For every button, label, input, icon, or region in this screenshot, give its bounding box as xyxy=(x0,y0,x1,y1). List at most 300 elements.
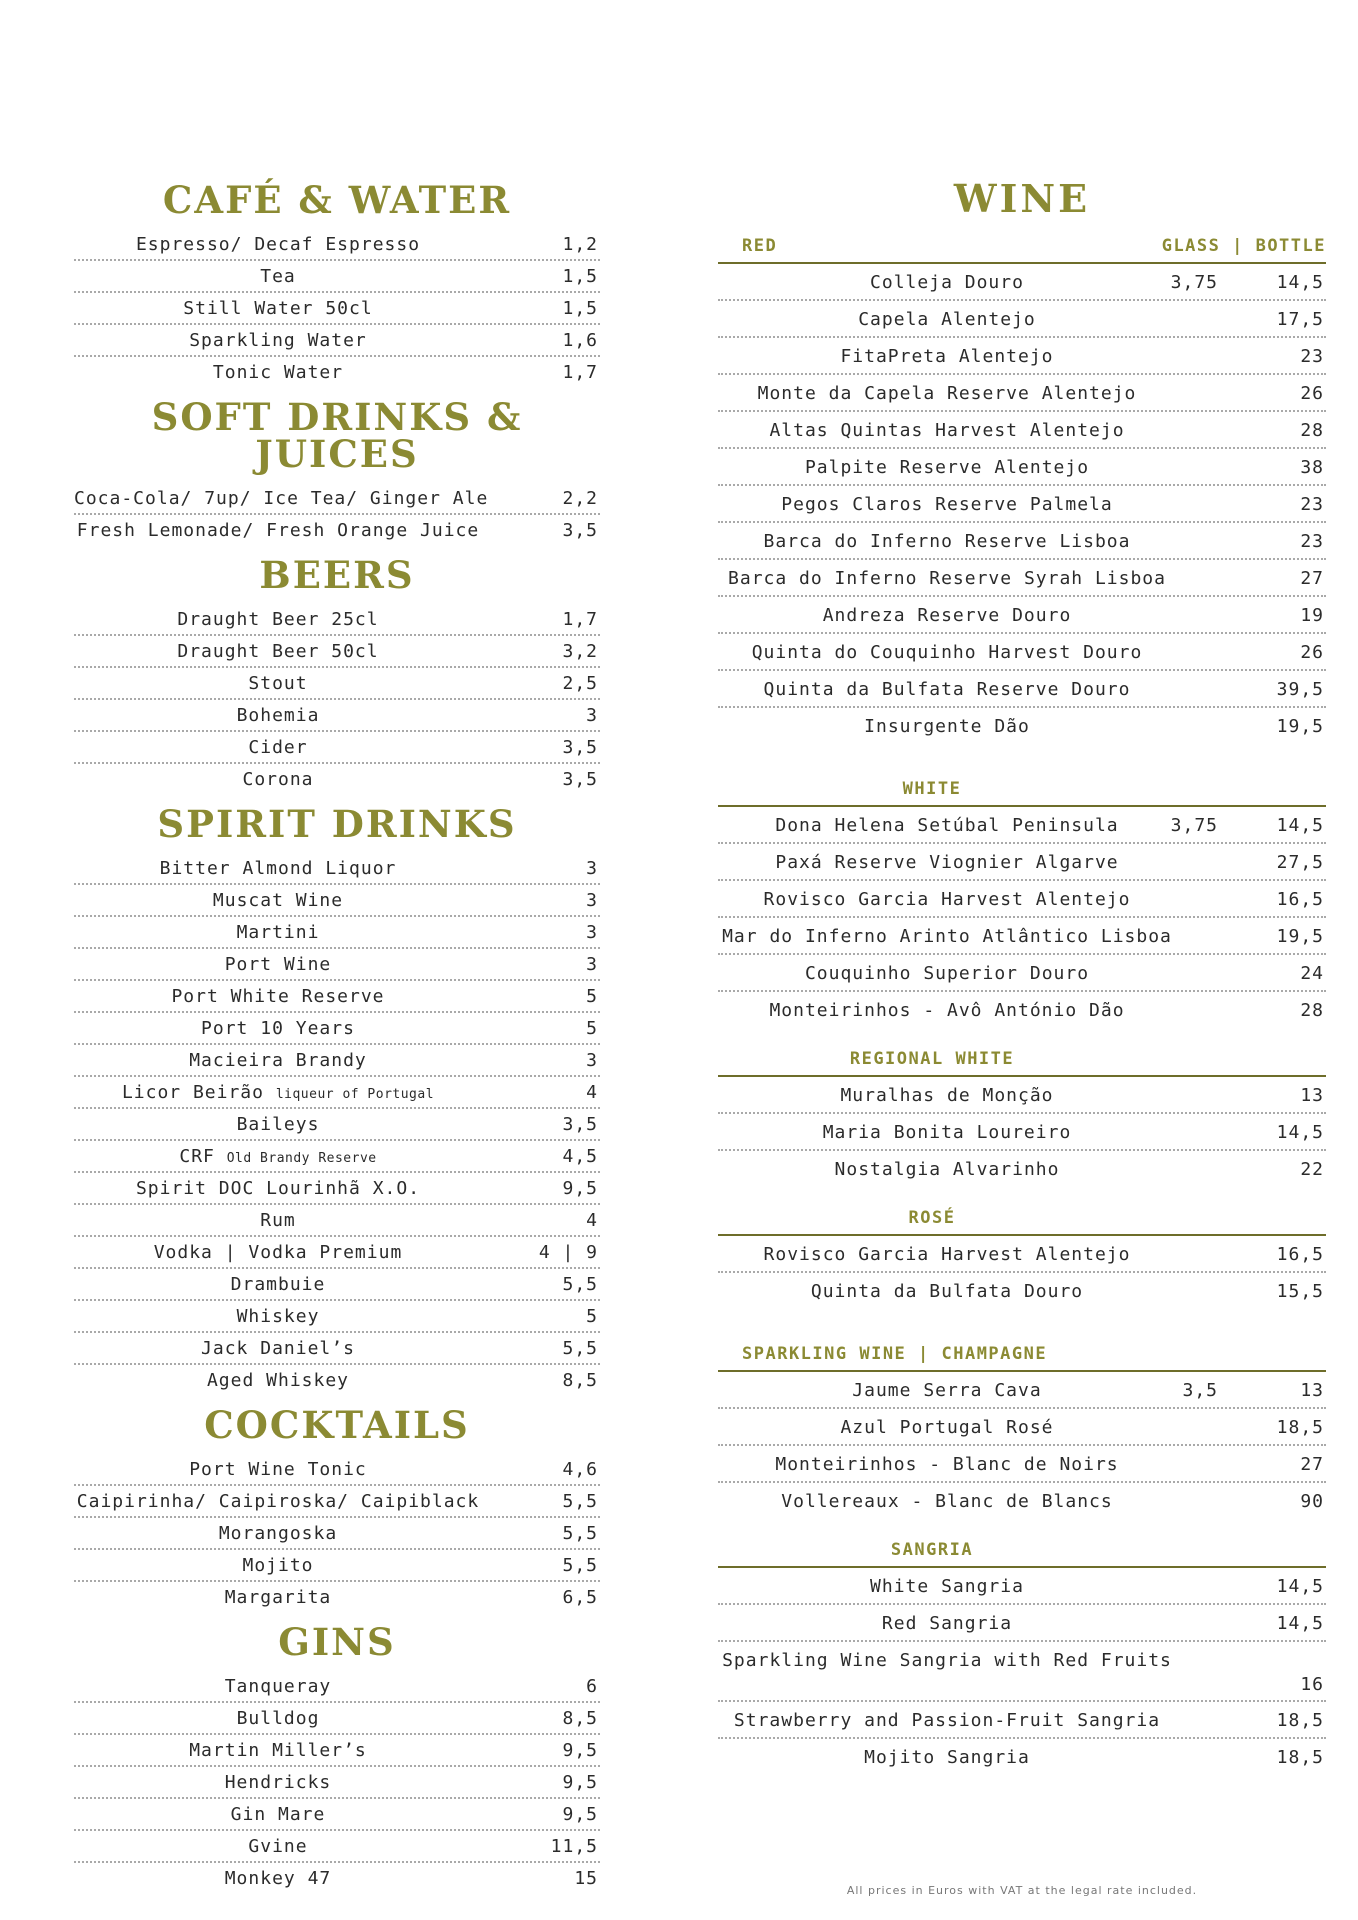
menu-item-row xyxy=(74,1799,600,1831)
wine-item-name: Quinta da Bulfata Reserve Douro xyxy=(763,679,1131,700)
menu-item-row xyxy=(74,1045,600,1077)
subsection-title-red: RED xyxy=(742,236,778,256)
menu-item-name-cell xyxy=(74,1013,482,1045)
section-title-gins: GINS xyxy=(278,1620,396,1664)
wine-item-name: Andreza Reserve Douro xyxy=(822,605,1072,626)
wine-item-row xyxy=(718,597,1326,634)
wine-item-name: Vollereaux - Blanc de Blancs xyxy=(781,1491,1113,1512)
wine-item-row xyxy=(718,1236,1326,1273)
menu-item-name-cell xyxy=(74,764,482,796)
menu-item-name-cell xyxy=(74,1671,482,1703)
wine-item-row xyxy=(718,1739,1326,1776)
menu-item-row xyxy=(74,325,600,357)
menu-item-name-cell xyxy=(74,325,482,357)
wine-item-bottle-price: 18,5 xyxy=(1276,1747,1324,1768)
menu-item-row xyxy=(74,1582,600,1614)
menu-item-row xyxy=(74,483,600,515)
section-title-beers: BEERS xyxy=(259,553,415,597)
wine-item-name: Pegos Claros Reserve Palmela xyxy=(781,494,1113,515)
menu-item-row xyxy=(74,357,600,389)
menu-item-name: Mojito xyxy=(242,1555,314,1576)
wine-item-glass-price: 3,5 xyxy=(1182,1380,1218,1401)
menu-item-name-cell xyxy=(74,483,489,515)
wine-item-bottle-price: 27 xyxy=(1300,568,1324,589)
wine-item-row xyxy=(718,918,1326,955)
menu-item-price: 1,7 xyxy=(562,362,598,383)
menu-item-name: Port 10 Years xyxy=(201,1018,355,1039)
wine-item-bottle-price: 38 xyxy=(1300,457,1324,478)
wine-item-bottle-price: 19,5 xyxy=(1276,716,1324,737)
menu-item-name: Gvine xyxy=(248,1836,308,1857)
wine-item-bottle-price: 14,5 xyxy=(1276,272,1324,293)
menu-item-name-cell xyxy=(74,515,482,547)
left-column xyxy=(74,178,600,1895)
wine-item-row xyxy=(718,523,1326,560)
wine-item-bottle-price: 16,5 xyxy=(1276,1244,1324,1265)
menu-item-name: Draught Beer 50cl xyxy=(177,641,379,662)
subsection-header-regional-white xyxy=(718,1045,1326,1077)
menu-item-price: 4 xyxy=(586,1210,598,1231)
subsection-title-white: WHITE xyxy=(902,779,962,799)
wine-item-row xyxy=(718,560,1326,597)
wine-item-row xyxy=(718,264,1326,301)
menu-item-price: 5 xyxy=(586,1018,598,1039)
menu-item-name-cell xyxy=(74,885,482,917)
menu-item-row xyxy=(74,1550,600,1582)
menu-item-name: Morangoska xyxy=(218,1523,338,1544)
menu-item-price: 5 xyxy=(586,986,598,1007)
wine-item-row xyxy=(718,1273,1326,1310)
wine-item-name: Rovisco Garcia Harvest Alentejo xyxy=(763,889,1131,910)
wine-item-name: Dona Helena Setúbal Peninsula xyxy=(775,815,1119,836)
wine-item-name: Paxá Reserve Viognier Algarve xyxy=(775,852,1119,873)
wine-item-bottle-price: 27 xyxy=(1300,1454,1324,1475)
wine-item-row xyxy=(718,1605,1326,1642)
menu-item-price: 8,5 xyxy=(562,1370,598,1391)
menu-item-price: 3 xyxy=(586,954,598,975)
menu-item-row xyxy=(74,668,600,700)
wine-item-name: Azul Portugal Rosé xyxy=(840,1417,1054,1438)
menu-item-row xyxy=(74,1735,600,1767)
wine-item-name: Maria Bonita Loureiro xyxy=(822,1122,1072,1143)
wine-item-bottle-price: 39,5 xyxy=(1276,679,1324,700)
menu-item-row xyxy=(74,229,600,261)
wine-item-name: White Sangria xyxy=(870,1576,1024,1597)
wine-item-bottle-price: 18,5 xyxy=(1276,1710,1324,1731)
wine-item-row xyxy=(718,1483,1326,1520)
menu-item-name: Martini xyxy=(236,922,320,943)
wine-item-name: Monteirinhos - Avô António Dão xyxy=(769,1000,1125,1021)
menu-item-row xyxy=(74,853,600,885)
wine-item-row xyxy=(718,708,1326,745)
menu-item-row xyxy=(74,1205,600,1237)
menu-item-price: 8,5 xyxy=(562,1708,598,1729)
menu-item-row xyxy=(74,1109,600,1141)
menu-item-row xyxy=(74,1486,600,1518)
menu-item-price: 9,5 xyxy=(562,1772,598,1793)
menu-item-name: Fresh Lemonade/ Fresh Orange Juice xyxy=(76,520,480,541)
menu-item-name: Stout xyxy=(248,673,308,694)
menu-item-name-cell xyxy=(74,1454,482,1486)
wine-item-row xyxy=(718,375,1326,412)
wine-item-row xyxy=(718,338,1326,375)
list-sangria xyxy=(718,1568,1326,1776)
menu-item-row xyxy=(74,293,600,325)
wine-item-bottle-price: 26 xyxy=(1300,383,1324,404)
wine-item-bottle-price: 26 xyxy=(1300,642,1324,663)
section-title-wine: WINE xyxy=(953,176,1091,221)
menu-item-name: Tonic Water xyxy=(212,362,344,383)
menu-item-name: Bulldog xyxy=(236,1708,320,1729)
wine-item-name: Barca do Inferno Reserve Syrah Lisboa xyxy=(728,568,1166,589)
wine-item-bottle-price: 27,5 xyxy=(1276,852,1324,873)
menu-item-price: 4 xyxy=(586,1082,598,1103)
wine-item-row xyxy=(718,881,1326,918)
wine-item-row xyxy=(718,1151,1326,1188)
menu-item-name-cell xyxy=(74,1365,482,1397)
menu-item-row xyxy=(74,917,600,949)
menu-item-name-cell xyxy=(74,1205,482,1237)
wine-item-name: Muralhas de Monção xyxy=(840,1085,1054,1106)
wine-item-name: Jaume Serra Cava xyxy=(852,1380,1042,1401)
menu-item-name-cell xyxy=(74,1486,482,1518)
menu-item-name: Monkey 47 xyxy=(224,1868,332,1889)
menu-item-name: Tanqueray xyxy=(224,1676,332,1697)
menu-item-name: Bohemia xyxy=(236,705,320,726)
wine-item-bottle-price: 90 xyxy=(1300,1491,1324,1512)
wine-item-name: Capela Alentejo xyxy=(858,309,1036,330)
wine-item-name: Monteirinhos - Blanc de Noirs xyxy=(775,1454,1119,1475)
subsection-title-rose: ROSÉ xyxy=(908,1208,956,1228)
menu-item-name-cell xyxy=(74,1173,482,1205)
menu-item-price: 4,5 xyxy=(562,1146,598,1167)
wine-item-name: Red Sangria xyxy=(881,1613,1013,1634)
menu-item-name: Jack Daniel’s xyxy=(201,1338,355,1359)
wine-item-row xyxy=(718,1409,1326,1446)
menu-item-name: Margarita xyxy=(224,1587,332,1608)
wine-item-bottle-price: 19 xyxy=(1300,605,1324,626)
wine-item-bottle-price: 23 xyxy=(1300,346,1324,367)
menu-item-name: Hendricks xyxy=(224,1772,332,1793)
menu-item-name: Coca-Cola/ 7up/ Ice Tea/ Ginger Ale xyxy=(74,488,489,509)
menu-item-name: Baileys xyxy=(236,1114,320,1135)
menu-item-name: Corona xyxy=(242,769,314,790)
menu-item-price: 3,5 xyxy=(562,737,598,758)
menu-item-name-cell xyxy=(74,732,482,764)
menu-item-row xyxy=(74,1831,600,1863)
subsection-title-sangria: SANGRIA xyxy=(890,1540,974,1560)
menu-item-row xyxy=(74,732,600,764)
wine-item-row xyxy=(718,486,1326,523)
wine-item-row xyxy=(718,1372,1326,1409)
menu-item-name-cell xyxy=(74,1109,482,1141)
menu-item-name-cell xyxy=(74,1767,482,1799)
wine-item-row xyxy=(718,1114,1326,1151)
menu-item-name-cell xyxy=(74,700,482,732)
wine-item-bottle-price: 28 xyxy=(1300,420,1324,441)
menu-item-price: 1,2 xyxy=(562,234,598,255)
menu-item-row xyxy=(74,949,600,981)
right-column xyxy=(718,176,1326,1776)
subsection-header-sparkling xyxy=(718,1340,1326,1372)
menu-item-name: Martin Miller’s xyxy=(189,1740,367,1761)
subsection-header-rose xyxy=(718,1204,1326,1236)
menu-item-price: 5,5 xyxy=(562,1338,598,1359)
menu-item-name: Spirit DOC Lourinhã X.O. xyxy=(135,1178,421,1199)
menu-item-price: 3,5 xyxy=(562,520,598,541)
wine-item-bottle-price: 22 xyxy=(1300,1159,1324,1180)
menu-item-price: 3 xyxy=(586,1050,598,1071)
menu-item-row xyxy=(74,700,600,732)
menu-item-name-cell xyxy=(74,1735,482,1767)
section-title-spirit-drinks: SPIRIT DRINKS xyxy=(157,802,517,846)
list-cocktails xyxy=(74,1454,600,1614)
menu-item-price: 3,5 xyxy=(562,769,598,790)
menu-item-price: 3 xyxy=(586,705,598,726)
menu-item-row xyxy=(74,1518,600,1550)
list-regional-white xyxy=(718,1077,1326,1188)
menu-item-name-cell xyxy=(74,1799,482,1831)
menu-item-name-cell xyxy=(74,357,482,389)
menu-item-row xyxy=(74,636,600,668)
menu-item-row xyxy=(74,1333,600,1365)
list-rose-wine xyxy=(718,1236,1326,1310)
menu-item-name: Aged Whiskey xyxy=(206,1370,350,1391)
menu-item-name: Tea xyxy=(260,266,296,287)
wine-item-row xyxy=(718,1642,1326,1702)
wine-item-row xyxy=(718,671,1326,708)
menu-item-name-cell xyxy=(74,1863,482,1895)
wine-item-name: Strawberry and Passion-Fruit Sangria xyxy=(733,1710,1161,1731)
menu-item-price: 9,5 xyxy=(562,1178,598,1199)
subsection-header-white xyxy=(718,775,1326,807)
menu-item-row xyxy=(74,1767,600,1799)
menu-item-name-cell xyxy=(74,1550,482,1582)
menu-item-row xyxy=(74,981,600,1013)
menu-item-name-cell xyxy=(74,1301,482,1333)
wine-item-row xyxy=(718,1446,1326,1483)
section-title-cafe-water: CAFÉ & WATER xyxy=(162,178,512,222)
menu-item-name-cell xyxy=(74,917,482,949)
menu-item-name-cell xyxy=(74,853,482,885)
menu-item-name-cell xyxy=(74,229,482,261)
wine-item-name: Monte da Capela Reserve Alentejo xyxy=(757,383,1137,404)
menu-item-name-cell xyxy=(74,1045,482,1077)
menu-item-note: liqueur of Portugal xyxy=(275,1087,435,1102)
wine-item-name: Palpite Reserve Alentejo xyxy=(804,457,1090,478)
menu-item-row xyxy=(74,1365,600,1397)
menu-item-name-cell xyxy=(74,1703,482,1735)
wine-item-name: FitaPreta Alentejo xyxy=(840,346,1054,367)
wine-item-name: Sparkling Wine Sangria with Red Fruits xyxy=(722,1650,1172,1671)
menu-item-name-cell xyxy=(74,1333,482,1365)
menu-item-name: Macieira Brandy xyxy=(189,1050,367,1071)
menu-item-name: Port Wine Tonic xyxy=(189,1459,367,1480)
list-red-wine xyxy=(718,264,1326,745)
wine-item-bottle-price: 15,5 xyxy=(1276,1281,1324,1302)
menu-item-name: Caipirinha/ Caipiroska/ Caipiblack xyxy=(76,1491,480,1512)
wine-item-name: Mar do Inferno Arinto Atlântico Lisboa xyxy=(722,926,1172,947)
subsection-title-regional-white: REGIONAL WHITE xyxy=(849,1049,1015,1069)
menu-item-price: 5,5 xyxy=(562,1523,598,1544)
menu-item-name-cell xyxy=(74,981,482,1013)
wine-item-row xyxy=(718,301,1326,338)
menu-item-price: 5 xyxy=(586,1306,598,1327)
wine-item-name: Quinta do Couquinho Harvest Douro xyxy=(751,642,1143,663)
wine-item-row xyxy=(718,1568,1326,1605)
menu-item-price: 1,5 xyxy=(562,298,598,319)
wine-item-name: Rovisco Garcia Harvest Alentejo xyxy=(763,1244,1131,1265)
menu-item-row xyxy=(74,1863,600,1895)
menu-item-name-cell xyxy=(74,1518,482,1550)
list-beers xyxy=(74,604,600,796)
wine-item-name: Nostalgia Alvarinho xyxy=(834,1159,1060,1180)
menu-item-price: 5,5 xyxy=(562,1555,598,1576)
wine-item-glass-price: 3,75 xyxy=(1170,815,1218,836)
menu-item-price: 3,2 xyxy=(562,641,598,662)
menu-item-name-cell xyxy=(74,949,482,981)
menu-item-note: Old Brandy Reserve xyxy=(226,1151,377,1166)
wine-item-bottle-price: 24 xyxy=(1300,963,1324,984)
menu-item-name-cell xyxy=(74,261,482,293)
menu-item-price: 9,5 xyxy=(562,1804,598,1825)
glass-bottle-label: GLASS | BOTTLE xyxy=(1161,236,1326,256)
list-white-wine xyxy=(718,807,1326,1029)
menu-item-name-cell xyxy=(74,668,482,700)
subsection-title-sparkling: SPARKLING WINE | CHAMPAGNE xyxy=(742,1344,1048,1364)
menu-item-price: 3 xyxy=(586,890,598,911)
wine-item-row xyxy=(718,412,1326,449)
wine-item-bottle-price: 14,5 xyxy=(1276,1576,1324,1597)
wine-item-bottle-price: 13 xyxy=(1300,1380,1324,1401)
menu-item-name-cell xyxy=(74,1237,482,1269)
menu-item-price: 5,5 xyxy=(562,1274,598,1295)
menu-item-row xyxy=(74,1141,600,1173)
menu-item-row xyxy=(74,1671,600,1703)
menu-item-name: Port Wine xyxy=(224,954,332,975)
menu-item-price: 6 xyxy=(586,1676,598,1697)
menu-item-name: Drambuie xyxy=(230,1274,326,1295)
menu-item-price: 3 xyxy=(586,858,598,879)
wine-item-bottle-price: 28 xyxy=(1300,1000,1324,1021)
wine-item-row xyxy=(718,992,1326,1029)
menu-item-row xyxy=(74,764,600,796)
wine-item-name: Couquinho Superior Douro xyxy=(804,963,1090,984)
wine-item-bottle-price: 23 xyxy=(1300,531,1324,552)
section-title-soft-drinks: SOFT DRINKS & JUICES xyxy=(151,395,523,476)
menu-item-price: 1,5 xyxy=(562,266,598,287)
wine-item-row xyxy=(718,807,1326,844)
list-soft-drinks xyxy=(74,483,600,547)
menu-item-price: 6,5 xyxy=(562,1587,598,1608)
menu-item-name-cell xyxy=(74,293,482,325)
menu-item-name: Vodka | Vodka Premium xyxy=(153,1242,403,1263)
wine-item-name: Altas Quintas Harvest Alentejo xyxy=(769,420,1125,441)
menu-item-name-cell xyxy=(74,1831,482,1863)
menu-item-name: Draught Beer 25cl xyxy=(177,609,379,630)
wine-item-name: Insurgente Dão xyxy=(864,716,1030,737)
wine-item-bottle-price: 16,5 xyxy=(1276,889,1324,910)
menu-item-row xyxy=(74,885,600,917)
wine-item-row xyxy=(718,449,1326,486)
subsection-header-red xyxy=(718,232,1326,264)
menu-item-price: 3,5 xyxy=(562,1114,598,1135)
menu-item-name: Sparkling Water xyxy=(189,330,367,351)
menu-item-name-cell xyxy=(74,1077,482,1111)
menu-item-name: CRF xyxy=(179,1146,215,1167)
footer-note: All prices in Euros with VAT at the legal rate included. xyxy=(846,1884,1198,1897)
menu-item-row xyxy=(74,1703,600,1735)
menu-item-name: Rum xyxy=(260,1210,296,1231)
wine-item-bottle-price: 18,5 xyxy=(1276,1417,1324,1438)
menu-item-price: 1,7 xyxy=(562,609,598,630)
menu-item-price: 9,5 xyxy=(562,1740,598,1761)
list-sparkling-wine xyxy=(718,1372,1326,1520)
menu-item-row xyxy=(74,1173,600,1205)
menu-item-name: Still Water 50cl xyxy=(183,298,373,319)
wine-item-glass-price: 3,75 xyxy=(1170,272,1218,293)
wine-item-bottle-price: 14,5 xyxy=(1276,1613,1324,1634)
menu-item-name: Whiskey xyxy=(236,1306,320,1327)
wine-item-bottle-price: 16 xyxy=(1300,1674,1324,1695)
menu-item-price: 2,5 xyxy=(562,673,598,694)
menu-item-price: 2,2 xyxy=(562,488,598,509)
list-cafe-water xyxy=(74,229,600,389)
menu-item-price: 1,6 xyxy=(562,330,598,351)
menu-item-name: Licor Beirão xyxy=(121,1082,264,1103)
menu-item-row xyxy=(74,1301,600,1333)
menu-item-name: Port White Reserve xyxy=(171,986,385,1007)
subsection-header-sangria xyxy=(718,1536,1326,1568)
wine-item-bottle-price: 19,5 xyxy=(1276,926,1324,947)
wine-item-row xyxy=(718,955,1326,992)
menu-item-price: 11,5 xyxy=(550,1836,598,1857)
menu-item-price: 5,5 xyxy=(562,1491,598,1512)
menu-item-price: 4,6 xyxy=(562,1459,598,1480)
menu-item-price: 3 xyxy=(586,922,598,943)
section-title-cocktails: COCKTAILS xyxy=(204,1403,470,1447)
menu-item-row xyxy=(74,261,600,293)
wine-item-name: Barca do Inferno Reserve Lisboa xyxy=(763,531,1131,552)
menu-item-name-cell xyxy=(74,604,482,636)
wine-item-name: Quinta da Bulfata Douro xyxy=(810,1281,1084,1302)
menu-item-row xyxy=(74,1269,600,1301)
wine-item-bottle-price: 14,5 xyxy=(1276,815,1324,836)
wine-item-name: Colleja Douro xyxy=(870,272,1024,293)
menu-item-name: Gin Mare xyxy=(230,1804,326,1825)
wine-item-bottle-price: 17,5 xyxy=(1276,309,1324,330)
wine-item-row xyxy=(718,634,1326,671)
wine-item-row xyxy=(718,1077,1326,1114)
menu-item-row xyxy=(74,515,600,547)
wine-item-row xyxy=(718,1702,1326,1739)
menu-item-row xyxy=(74,1237,600,1269)
menu-item-name: Bitter Almond Liquor xyxy=(159,858,397,879)
menu-item-name: Espresso/ Decaf Espresso xyxy=(135,234,421,255)
menu-item-name: Muscat Wine xyxy=(212,890,344,911)
wine-item-bottle-price: 14,5 xyxy=(1276,1122,1324,1143)
menu-item-name-cell xyxy=(74,1141,482,1175)
menu-item-row xyxy=(74,604,600,636)
list-gins xyxy=(74,1671,600,1895)
menu-item-row xyxy=(74,1013,600,1045)
wine-item-row xyxy=(718,844,1326,881)
wine-item-name: Mojito Sangria xyxy=(864,1747,1030,1768)
menu-item-row xyxy=(74,1077,600,1109)
wine-item-bottle-price: 13 xyxy=(1300,1085,1324,1106)
list-spirit-drinks xyxy=(74,853,600,1397)
menu-item-row xyxy=(74,1454,600,1486)
